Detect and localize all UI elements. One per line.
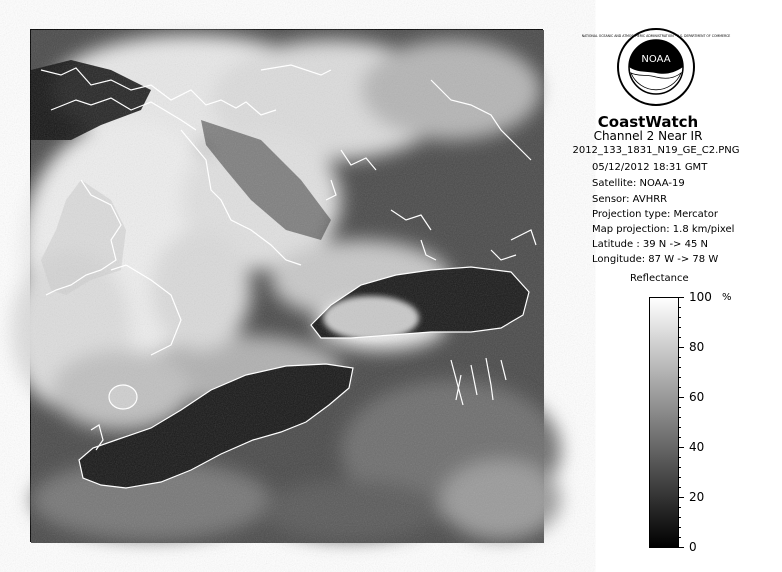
logo-ring-text: NATIONAL OCEANIC AND ATMOSPHERIC ADMINISTRATION · U.S. DEPARTMENT OF COMMERCE: [581, 34, 731, 38]
minor-tick: [678, 357, 681, 358]
noaa-logo: [581, 27, 731, 107]
minor-tick: [678, 427, 681, 428]
tick-mark: [678, 497, 684, 498]
projection-type: Projection type: Mercator: [592, 209, 718, 220]
minor-tick: [678, 537, 681, 538]
satellite-image: [30, 29, 543, 542]
map-projection: Map projection: 1.8 km/pixel: [592, 224, 735, 235]
tick-mark: [678, 397, 684, 398]
logo-text: NOAA: [641, 54, 671, 65]
minor-tick: [678, 407, 681, 408]
tick-label: 20: [689, 490, 705, 504]
date-time: 05/12/2012 18:31 GMT: [592, 162, 708, 173]
tick-label: 0: [689, 540, 697, 554]
tick-mark: [678, 547, 684, 548]
minor-tick: [678, 367, 681, 368]
tick-mark: [678, 297, 684, 298]
minor-tick: [678, 477, 681, 478]
tick-mark: [678, 347, 684, 348]
title: CoastWatch: [597, 113, 699, 131]
minor-tick: [678, 377, 681, 378]
minor-tick: [678, 517, 681, 518]
channel-label: Channel 2 Near IR: [593, 129, 703, 143]
satellite-label: Satellite: NOAA-19: [592, 178, 685, 189]
minor-tick: [678, 317, 681, 318]
longitude-range: Longitude: 87 W -> 78 W: [592, 254, 719, 265]
tick-label: 100: [689, 290, 712, 304]
latitude-range: Latitude : 39 N -> 45 N: [592, 239, 708, 250]
colorbar-unit: %: [722, 292, 732, 303]
minor-tick: [678, 467, 681, 468]
minor-tick: [678, 337, 681, 338]
sensor-label: Sensor: AVHRR: [592, 194, 668, 205]
tick-label: 60: [689, 390, 705, 404]
minor-tick: [678, 527, 681, 528]
minor-tick: [678, 307, 681, 308]
satellite-map: [31, 30, 544, 543]
tick-label: 40: [689, 440, 705, 454]
minor-tick: [678, 507, 681, 508]
minor-tick: [678, 437, 681, 438]
filename: 2012_133_1831_N19_GE_C2.PNG: [572, 145, 740, 156]
tick-label: 80: [689, 340, 705, 354]
minor-tick: [678, 387, 681, 388]
colorbar-label: Reflectance: [630, 273, 689, 284]
tick-mark: [678, 447, 684, 448]
minor-tick: [678, 487, 681, 488]
colorbar: [649, 297, 679, 548]
minor-tick: [678, 327, 681, 328]
minor-tick: [678, 417, 681, 418]
minor-tick: [678, 457, 681, 458]
